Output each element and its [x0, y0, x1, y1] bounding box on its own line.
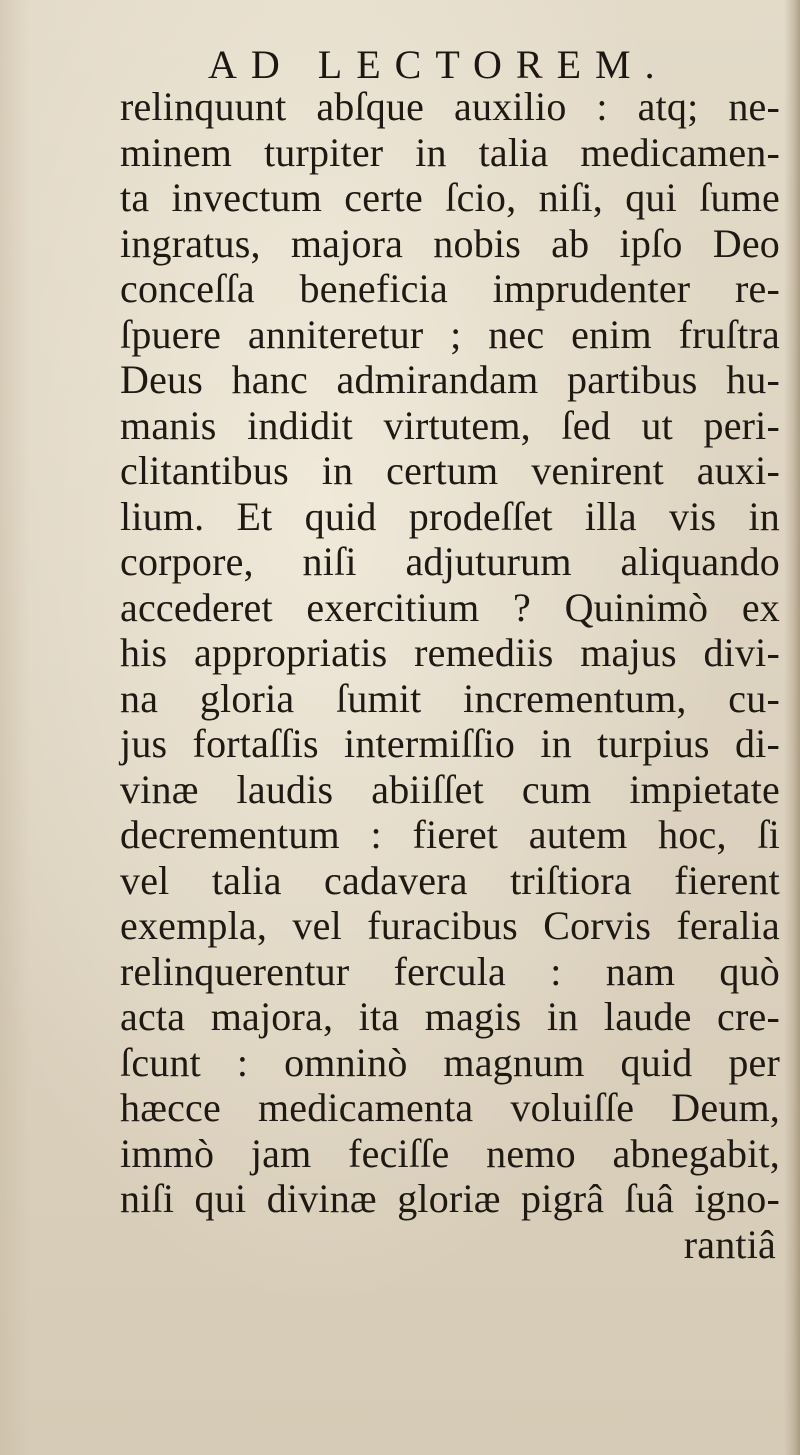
text-line: niſi qui divinæ gloriæ pigrâ ſuâ igno-	[120, 1176, 780, 1221]
text-line: ſcunt : omninò magnum quid per	[120, 1039, 780, 1085]
text-line: jus fortaſſis intermiſſio in turpius di-	[120, 721, 780, 766]
text-line: vel talia cadavera triſtiora fierent	[120, 857, 780, 903]
body-text	[120, 84, 780, 1267]
text-line: vinæ laudis abiiſſet cum impietate	[120, 766, 780, 812]
text-line: Deus hanc admirandam partibus hu-	[120, 357, 780, 402]
text-line: relinquerentur fercula : nam quò	[120, 948, 780, 994]
text-line: exempla, vel furacibus Corvis feralia	[120, 903, 780, 948]
text-line: conceſſa beneficia imprudenter re-	[120, 266, 780, 311]
text-line: immò jam feciſſe nemo abnegabit,	[120, 1130, 780, 1176]
text-line: ta invectum certe ſcio, niſi, qui ſume	[120, 175, 780, 220]
text-line: corpore, niſi adjuturum aliquando	[120, 539, 780, 584]
catchword: rantiâ	[683, 1221, 776, 1267]
text-line: accederet exercitium ? Quinimò ex	[120, 584, 780, 630]
text-line: manis indidit virtutem, ſed ut peri-	[120, 402, 780, 448]
text-line: relinquunt abſque auxilio : atq; ne-	[120, 84, 780, 129]
text-line: his appropriatis remediis majus divi-	[120, 630, 780, 675]
gutter-shadow	[0, 0, 30, 1455]
text-line: lium. Et quid prodeſſet illa vis in	[120, 493, 780, 539]
text-line: minem turpiter in talia medicamen-	[120, 129, 780, 175]
running-head: AD LECTOREM.	[208, 42, 669, 87]
text-line: hæcce medicamenta voluiſſe Deum,	[120, 1085, 780, 1130]
text-line: ingratus, majora nobis ab ipſo Deo	[120, 220, 780, 266]
text-line: clitantibus in certum venirent auxi-	[120, 448, 780, 493]
text-line: acta majora, ita magis in laude cre-	[120, 994, 780, 1039]
text-line: decrementum : fieret autem hoc, ſi	[120, 812, 780, 857]
text-line: na gloria ſumit incrementum, cu-	[120, 675, 780, 721]
page-edge	[784, 0, 800, 1455]
text-line: ſpuere anniteretur ; nec enim fruſtra	[120, 311, 780, 357]
